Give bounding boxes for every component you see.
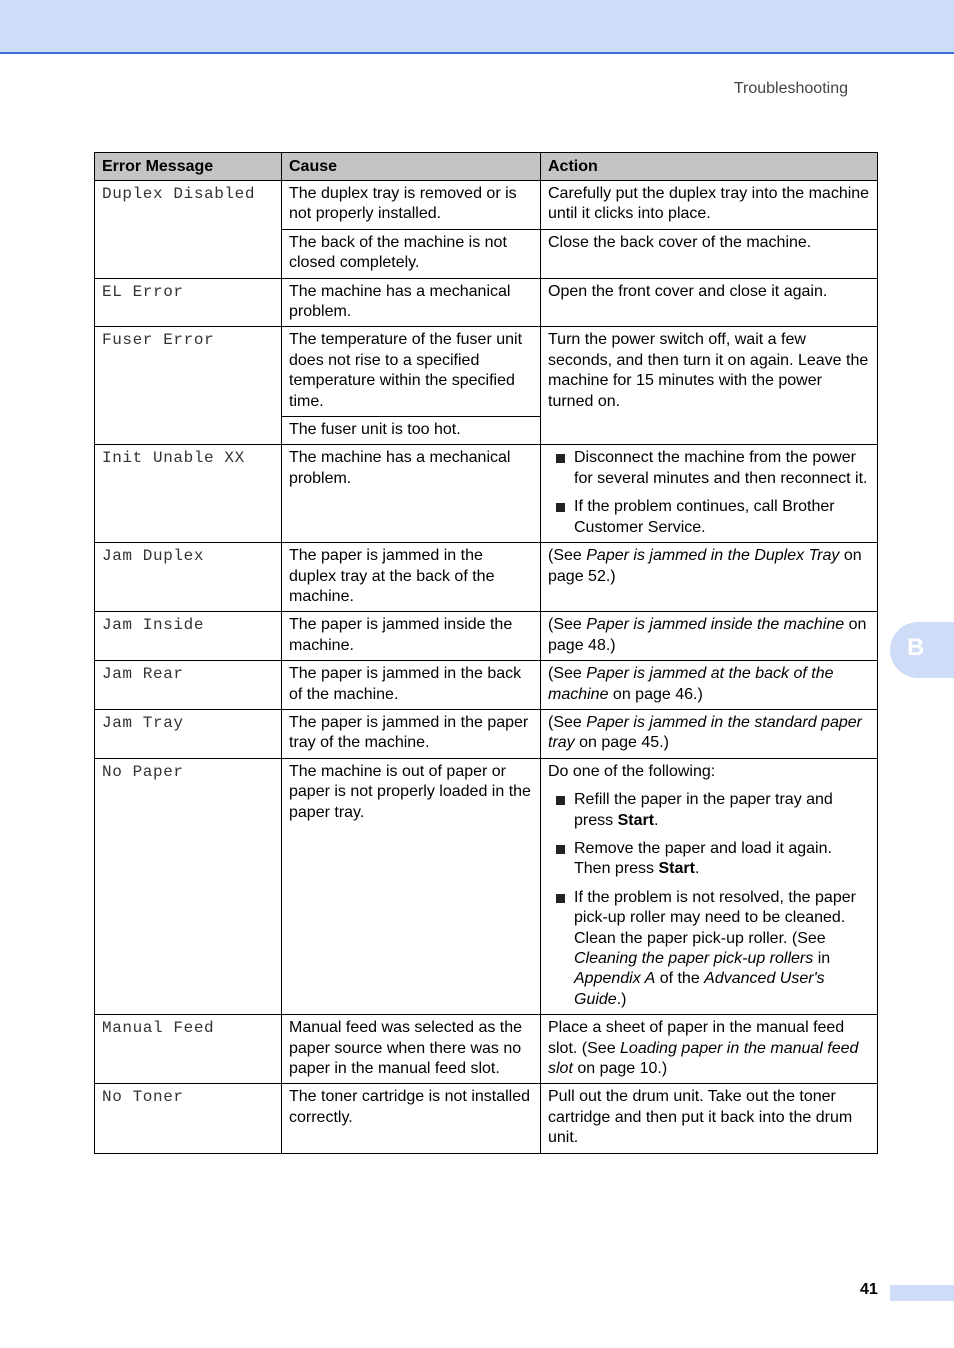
action-text: on page 46.) — [608, 685, 703, 703]
action-text: Place a sheet of paper in the manual feed slot. (See — [548, 1019, 845, 1057]
table-row — [95, 543, 878, 612]
bullet-text: Refill the paper in the paper tray and press — [574, 791, 833, 829]
action-text: on page 48.) — [548, 616, 867, 654]
action-cell: Carefully put the duplex tray into the machine until it clicks into place. — [541, 181, 878, 230]
action-text: on page 45.) — [574, 734, 669, 752]
cause-cell: The temperature of the fuser unit does not rise to a specified temperature within the specified time. — [282, 327, 541, 417]
cause-cell: The machine has a mechanical problem. — [282, 278, 541, 327]
action-cell — [541, 758, 878, 1014]
error-message-table — [94, 152, 878, 1154]
table-row — [95, 181, 878, 230]
cause-cell: The machine is out of paper or paper is not properly loaded in the paper tray. — [282, 758, 541, 1014]
error-message-cell: Duplex Disabled — [95, 181, 282, 279]
table-row — [95, 327, 878, 417]
cross-reference-link[interactable]: Cleaning the paper pick-up rollers — [574, 950, 814, 967]
error-message-cell: Jam Inside — [95, 612, 282, 661]
action-bullet-list — [548, 448, 870, 538]
table-row — [95, 661, 878, 710]
action-text: (See — [548, 665, 587, 683]
table-header-row — [95, 153, 878, 181]
action-text: (See — [548, 547, 587, 565]
action-text: on page 10.) — [572, 1060, 668, 1078]
column-header-action: Action — [541, 153, 878, 181]
header-band — [0, 0, 954, 54]
action-text: (See — [548, 616, 587, 634]
bullet-text: of the — [655, 970, 705, 988]
action-cell — [541, 543, 878, 612]
page-number: 41 — [860, 1281, 878, 1298]
action-cell: Turn the power switch off, wait a few seconds, and then turn it on again. Leave the machine for 15 minutes with the power turned on. — [541, 327, 878, 445]
appendix-reference: Appendix A — [574, 970, 656, 988]
cause-cell: The paper is jammed in the back of the machine. — [282, 661, 541, 710]
error-message-cell: No Paper — [95, 758, 282, 1014]
action-bullet: If the problem continues, call Brother Customer Service. — [548, 497, 870, 538]
cross-reference-link[interactable]: Paper is jammed inside the machine — [586, 616, 845, 634]
action-cell — [541, 1015, 878, 1084]
appendix-tab-letter: B — [907, 634, 925, 661]
cross-reference-link[interactable]: Paper is jammed in the Duplex Tray — [586, 547, 840, 565]
start-key-label: Start — [658, 860, 695, 878]
cause-cell: The back of the machine is not closed completely. — [282, 229, 541, 278]
action-bullet — [548, 839, 870, 880]
page-number-bar — [890, 1285, 954, 1301]
cross-reference-link[interactable]: Loading paper in the manual feed slot — [548, 1039, 859, 1078]
cause-cell: The duplex tray is removed or is not properly installed. — [282, 181, 541, 230]
column-header-cause: Cause — [282, 153, 541, 181]
action-cell: Pull out the drum unit. Take out the toner cartridge and then put it back into the drum unit. — [541, 1084, 878, 1153]
error-message-cell: EL Error — [95, 278, 282, 327]
action-intro: Do one of the following: — [548, 762, 716, 780]
bullet-text: Remove the paper and load it again. Then press — [574, 839, 832, 878]
action-text: on page 52.) — [548, 547, 862, 585]
cause-cell: The toner cartridge is not installed correctly. — [282, 1084, 541, 1153]
cause-cell: The paper is jammed in the paper tray of the machine. — [282, 709, 541, 758]
action-bullet-list — [548, 790, 870, 1010]
column-header-error-message: Error Message — [95, 153, 282, 181]
table-row — [95, 1015, 878, 1084]
error-message-cell: Init Unable XX — [95, 445, 282, 543]
cause-cell: The paper is jammed in the duplex tray at the back of the machine. — [282, 543, 541, 612]
error-message-cell: No Toner — [95, 1084, 282, 1153]
action-cell — [541, 661, 878, 710]
action-bullet: Disconnect the machine from the power for several minutes and then reconnect it. — [548, 448, 870, 489]
guide-title-reference: Advanced User's Guide — [574, 970, 825, 1008]
error-message-cell: Jam Rear — [95, 661, 282, 710]
cross-reference-link[interactable]: Paper is jammed at the back of the machine — [548, 665, 834, 703]
table-row — [95, 709, 878, 758]
bullet-text: If the problem is not resolved, the paper pick-up roller may need to be cleaned. Clean the paper pick-up roller. (See — [574, 888, 856, 947]
appendix-tab — [890, 622, 954, 678]
bullet-text: . — [694, 860, 700, 878]
table-row — [95, 278, 878, 327]
table-row — [95, 612, 878, 661]
error-message-cell: Jam Duplex — [95, 543, 282, 612]
bullet-text: . — [654, 811, 659, 829]
table-row — [95, 1084, 878, 1153]
cause-cell: The paper is jammed inside the machine. — [282, 612, 541, 661]
action-cell — [541, 445, 878, 543]
action-cell: Open the front cover and close it again. — [541, 278, 878, 327]
table-row — [95, 445, 878, 543]
action-cell: Close the back cover of the machine. — [541, 229, 878, 278]
section-title: Troubleshooting — [733, 80, 848, 97]
action-bullet — [548, 790, 870, 831]
action-text: (See — [548, 713, 587, 731]
bullet-text: .) — [616, 990, 627, 1008]
action-bullet — [548, 888, 870, 1010]
start-key-label: Start — [617, 811, 655, 829]
cross-reference-link[interactable]: Paper is jammed in the standard paper tray — [548, 713, 862, 752]
error-message-cell: Fuser Error — [95, 327, 282, 445]
error-message-cell: Jam Tray — [95, 709, 282, 758]
error-message-cell: Manual Feed — [95, 1015, 282, 1084]
cause-cell: The machine has a mechanical problem. — [282, 445, 541, 543]
action-cell — [541, 612, 878, 661]
cause-cell: The fuser unit is too hot. — [282, 417, 541, 445]
bullet-text: in — [813, 950, 831, 967]
action-cell — [541, 709, 878, 758]
cause-cell: Manual feed was selected as the paper source when there was no paper in the manual feed slot. — [282, 1015, 541, 1084]
table-row — [95, 758, 878, 1014]
